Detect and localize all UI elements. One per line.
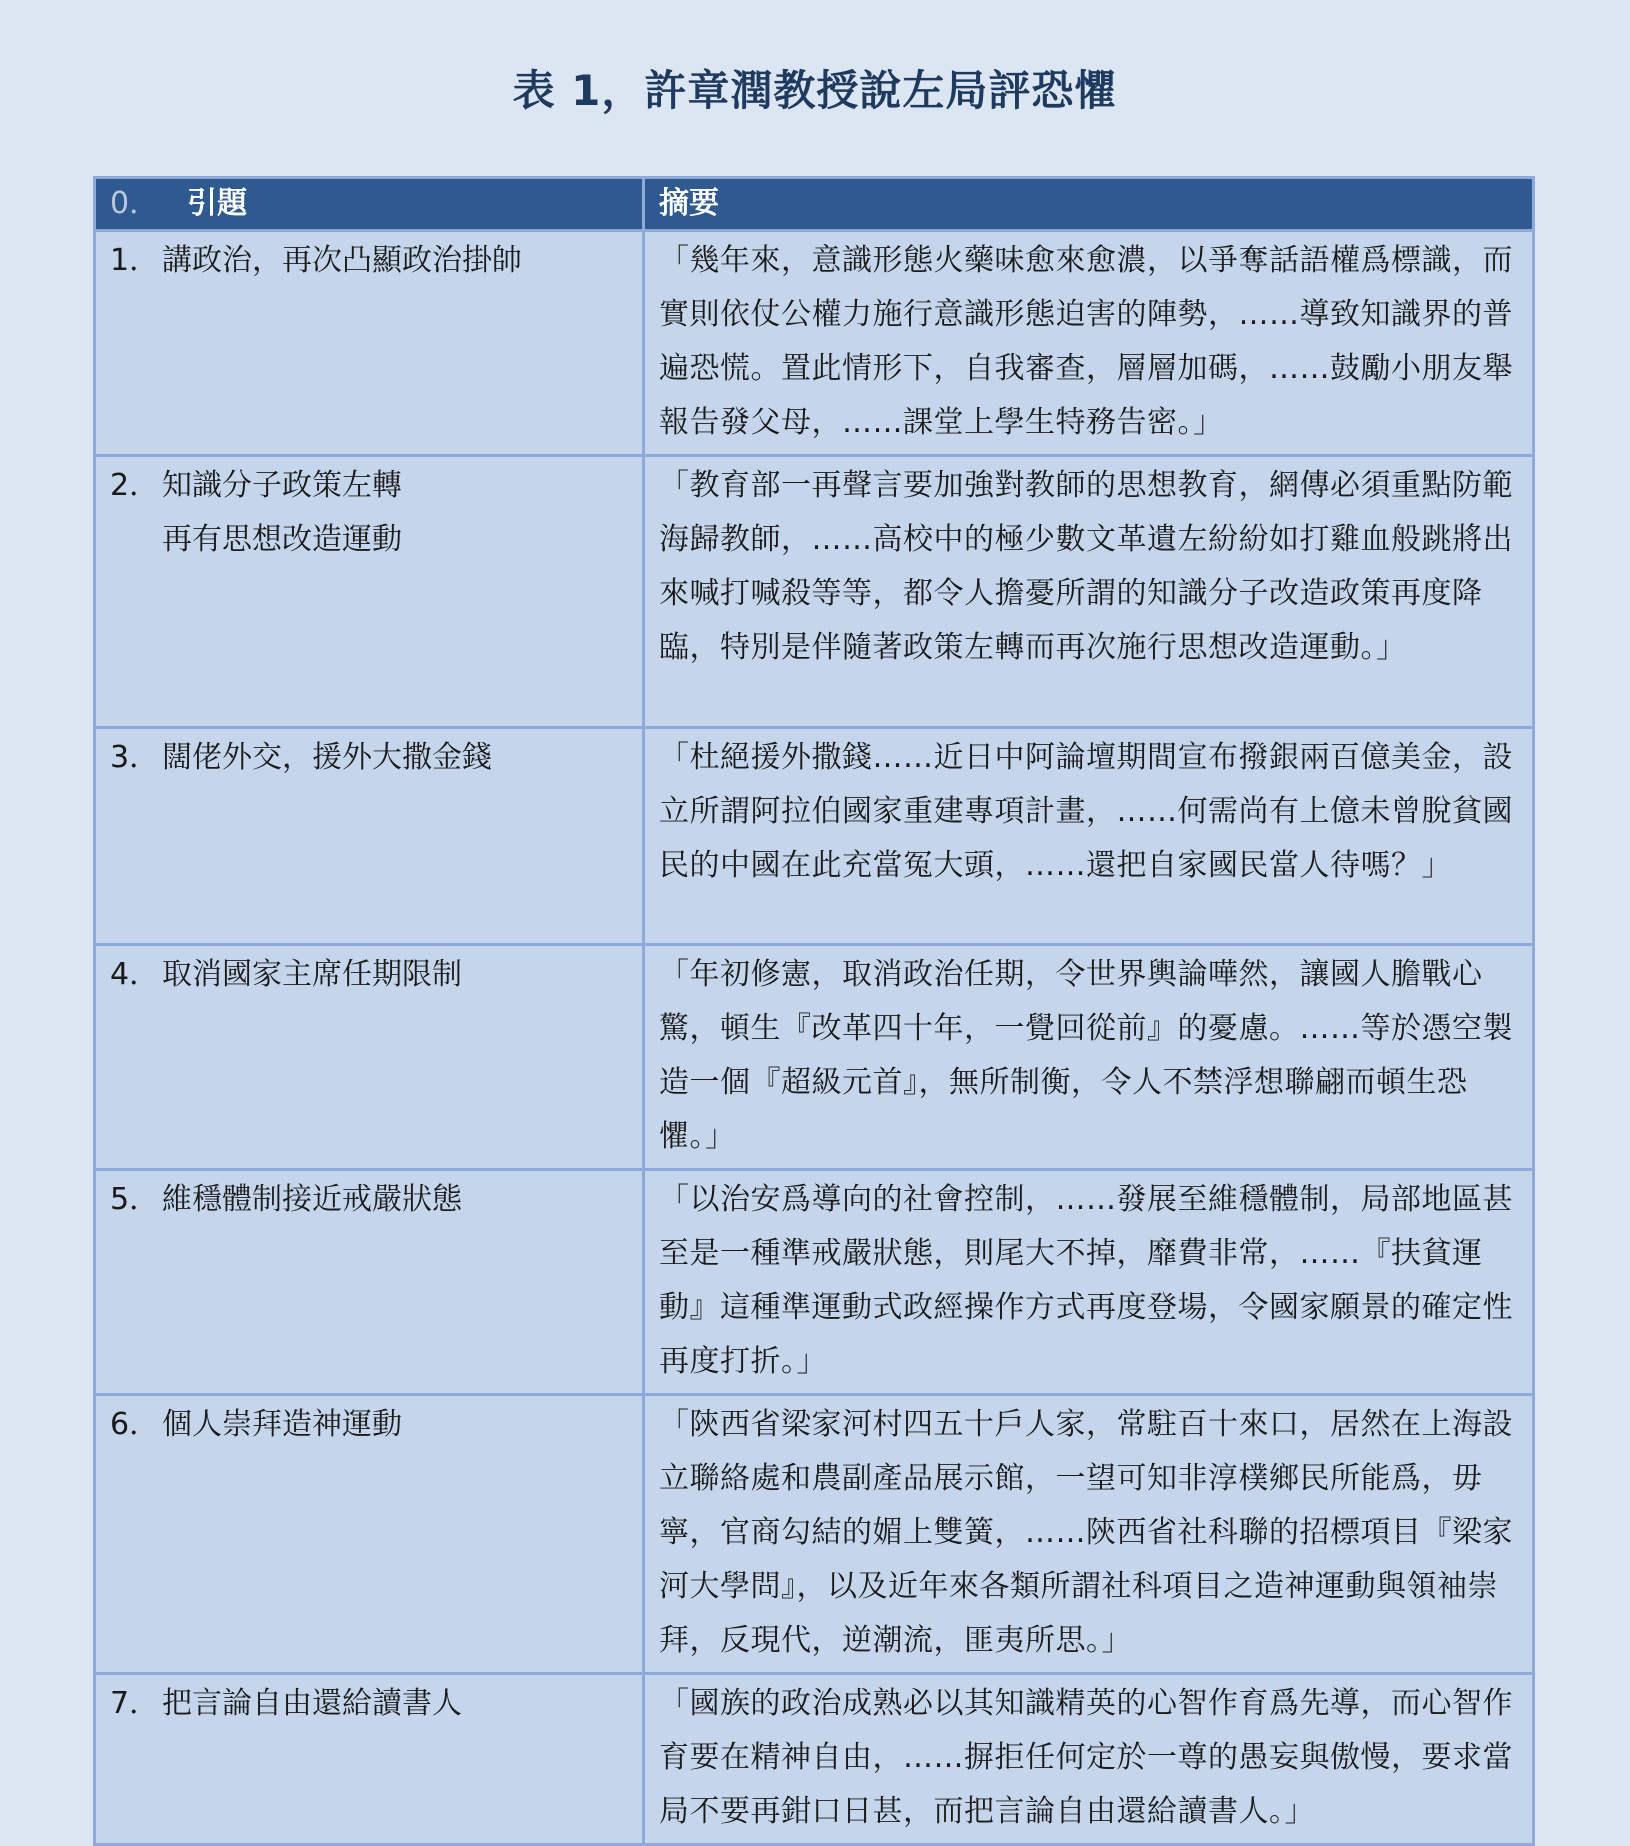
topic-text: 取消國家主席任期限制 — [162, 957, 462, 992]
topic-cell — [95, 456, 644, 728]
table-row — [95, 945, 1534, 1170]
table-row — [95, 231, 1534, 456]
table-row — [95, 728, 1534, 945]
table-body — [95, 231, 1534, 1845]
summary-cell: 「陝西省梁家河村四五十戶人家，常駐百十來口，居然在上海設立聯絡處和農副產品展示館，一望可知非淳樸鄉民所能爲，毋寧，官商勾結的媚上雙簧，……陝西省社科聯的招標項目『梁家河大學問』，以及近年來各類所謂社科項目之造神運動與領袖崇拜，反現代，逆潮流，匪夷所思。」 — [644, 1395, 1534, 1674]
summary-cell: 「年初修憲，取消政治任期，令世界輿論嘩然，讓國人膽戰心驚，頓生『改革四十年，一覺回從前』的憂慮。……等於憑空製造一個『超級元首』，無所制衡，令人不禁浮想聯翩而頓生恐懼。」 — [644, 945, 1534, 1170]
topic-number: 6． — [110, 1407, 160, 1442]
topic-cell — [95, 1674, 644, 1845]
topic-text: 維穩體制接近戒嚴狀態 — [162, 1182, 462, 1217]
header-index: 0． — [110, 186, 160, 221]
topic-line — [110, 513, 632, 567]
header-topic-label: 引題 — [187, 186, 248, 221]
topic-number — [110, 513, 162, 567]
summary-cell: 「幾年來，意識形態火藥味愈來愈濃，以爭奪話語權爲標識，而實則依仗公權力施行意識形態迫害的陣勢，……導致知識界的普遍恐慌。置此情形下，自我審查，層層加碼，……鼓勵小朋友舉報告發父母，……課堂上學生特務告密。」 — [644, 231, 1534, 456]
topic-text: 再有思想改造運動 — [162, 522, 402, 557]
topic-number: 5． — [110, 1182, 160, 1217]
table-header-row — [95, 178, 1534, 231]
topic-line — [110, 731, 632, 785]
page-title: 表 1，許章潤教授說左局評恐懼 — [512, 66, 1118, 115]
topic-text: 講政治，再次凸顯政治掛帥 — [162, 243, 522, 278]
summary-cell: 「杜絕援外撒錢……近日中阿論壇期間宣布撥銀兩百億美金，設立所謂阿拉伯國家重建專項計畫，……何需尚有上億未曾脫貧國民的中國在此充當冤大頭，……還把自家國民當人待嗎？」 — [644, 728, 1534, 945]
topic-cell — [95, 728, 644, 945]
summary-cell: 「教育部一再聲言要加強對教師的思想教育，網傳必須重點防範海歸教師，……高校中的極少數文革遺左紛紛如打雞血般跳將出來喊打喊殺等等，都令人擔憂所謂的知識分子改造政策再度降臨，特別是伴隨著政策左轉而再次施行思想改造運動。」 — [644, 456, 1534, 728]
table-row — [95, 1674, 1534, 1845]
topic-text: 個人崇拜造神運動 — [162, 1407, 402, 1442]
header-summary: 摘要 — [644, 178, 1534, 231]
topic-cell — [95, 231, 644, 456]
topic-line — [110, 1677, 632, 1731]
table-row — [95, 1170, 1534, 1395]
topic-number: 3． — [110, 740, 160, 775]
topic-line — [110, 234, 632, 288]
topic-cell — [95, 1170, 644, 1395]
summary-cell: 「國族的政治成熟必以其知識精英的心智作育爲先導，而心智作育要在精神自由，……摒拒任何定於一尊的愚妄與傲慢，要求當局不要再鉗口日甚，而把言論自由還給讀書人。」 — [644, 1674, 1534, 1845]
topic-text: 把言論自由還給讀書人 — [162, 1686, 462, 1721]
topic-line — [110, 948, 632, 1002]
topic-number: 4． — [110, 957, 160, 992]
topic-text: 闊佬外交，援外大撒金錢 — [162, 740, 492, 775]
topic-cell — [95, 1395, 644, 1674]
summary-cell: 「以治安爲導向的社會控制，……發展至維穩體制，局部地區甚至是一種準戒嚴狀態，則尾大不掉，靡費非常，……『扶貧運動』這種準運動式政經操作方式再度登場，令國家願景的確定性再度打折。」 — [644, 1170, 1534, 1395]
header-topic — [95, 178, 644, 231]
topic-number: 1． — [110, 243, 160, 278]
topic-line — [110, 1398, 632, 1452]
topic-line — [110, 459, 632, 513]
topic-number: 2． — [110, 468, 160, 503]
table-row — [95, 1395, 1534, 1674]
topic-number: 7． — [110, 1686, 160, 1721]
topic-line — [110, 1173, 632, 1227]
summary-table — [93, 176, 1535, 1846]
table-row — [95, 456, 1534, 728]
topic-text: 知識分子政策左轉 — [162, 468, 402, 503]
topic-cell — [95, 945, 644, 1170]
